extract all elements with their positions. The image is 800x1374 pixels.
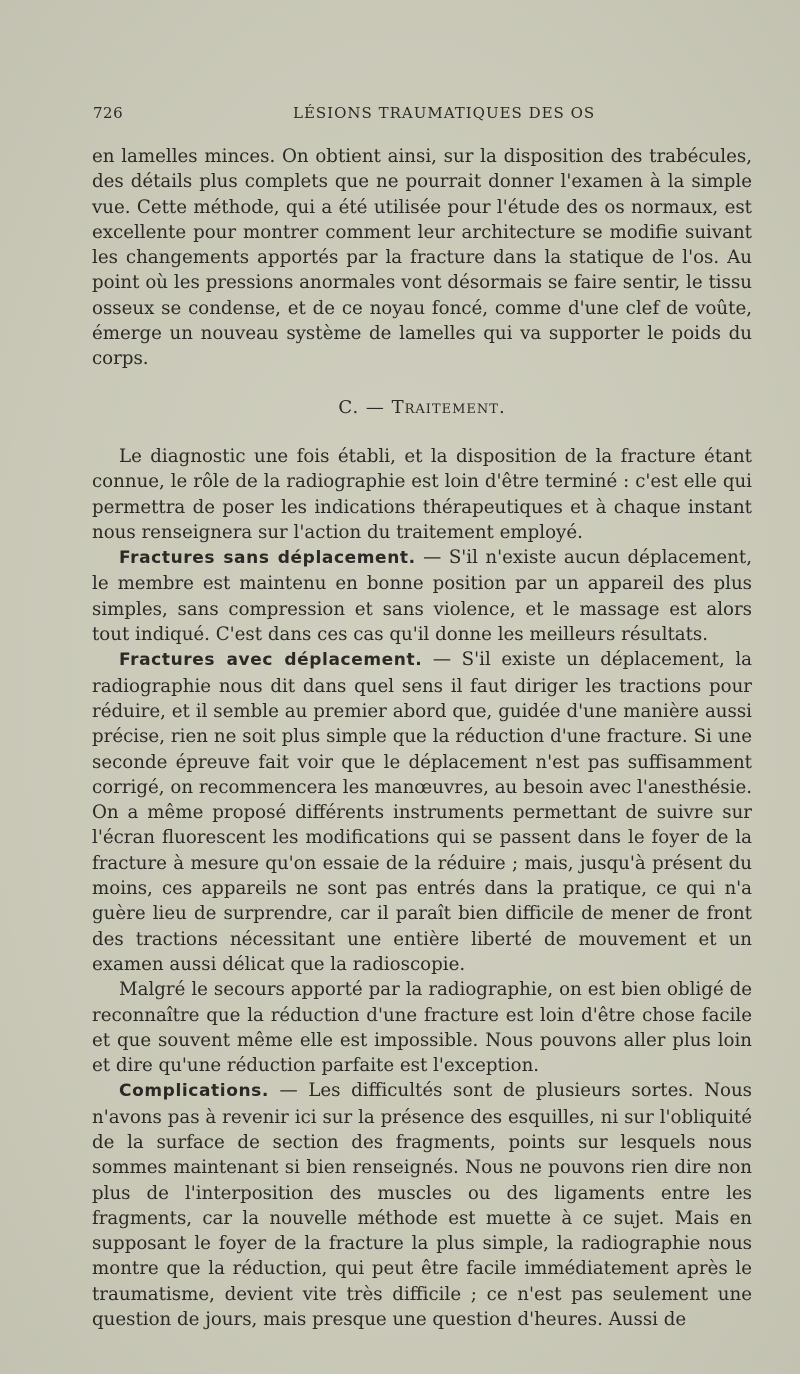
run-in-heading: Fractures avec déplacement.	[119, 650, 423, 671]
paragraph-fractures-sans-deplacement	[92, 545, 752, 647]
paragraph-text: — S'il n'existe aucun déplacement, le membre est maintenu en bonne position par un appareil des plus simples, sans compression et sans violence, et le massage est alors tout indiqué. C'est dans ces cas qu'il donne les meilleurs résultats.	[92, 547, 752, 646]
paragraph-continuation: en lamelles minces. On obtient ainsi, sur la disposition des trabécules, des détails plus complets que ne pourrait donner l'examen à la simple vue. Cette méthode, qui a été utilisée pour l'étude des os normaux, est excellente pour montrer comment leur architecture se modifie suivant les changements apportés par la fracture dans la statique de l'os. Au point où les pressions anormales vont désormais se faire sentir, le tissu osseux se condense, et de ce noyau foncé, comme d'une clef de voûte, émerge un nouveau système de lamelles qui va supporter le poids du corps.	[92, 146, 752, 370]
page-header	[93, 104, 753, 126]
paragraph-text: — Les difficultés sont de plusieurs sortes. Nous n'avons pas à revenir ici sur la présence des esquilles, ni sur l'obliquité de la surface de section des fragments, points sur lesquels nous sommes maintenant si bien renseignés. Nous ne pouvons rien dire non plus de l'interposition des muscles ou des ligaments entre les fragments, car la nouvelle méthode est muette à ce sujet. Mais en supposant le foyer de la fracture la plus simple, la radiographie nous montre que la réduction, qui peut être facile immédiatement après le traumatisme, devient vite très difficile ; ce n'est pas seulement une question de jours, mais presque une question d'heures. Aussi de	[92, 1080, 752, 1331]
run-in-heading: Fractures sans déplacement.	[119, 548, 416, 569]
paragraph-text: — S'il existe un déplacement, la radiographie nous dit dans quel sens il faut diriger les tractions pour réduire, et il semble au premier abord que, guidée d'une manière aussi précise, rien ne soit plus simple que la réduction d'une fracture. Si une seconde épreuve fait voir que le déplacement n'est pas suffisamment corrigé, on recommencera les manœuvres, au besoin avec l'anesthésie. On a même proposé différents instruments permettant de suivre sur l'écran fluorescent les modifications qui se passent dans le foyer de la fracture à mesure qu'on essaie de la réduire ; mais, jusqu'à présent du moins, ces appareils ne sont pas entrés dans la pratique, ce qui n'a guère lieu de surprendre, car il paraît bien difficile de mener de front des tractions nécessitant une entière liberté de mouvement et un examen aussi délicat que la radioscopie.	[92, 649, 752, 975]
paragraph-fractures-avec-deplacement	[92, 647, 752, 977]
page-number: 726	[93, 104, 124, 122]
section-heading: C. — Traitement.	[338, 396, 506, 418]
body-text	[92, 144, 752, 1332]
paragraph-diagnostic: Le diagnostic une fois établi, et la disposition de la fracture étant connue, le rôle de la radiographie est loin d'être terminé : c'est elle qui permettra de poser les indications thérapeutiques et à chaque instant nous renseignera sur l'action du traitement employé.	[92, 445, 752, 543]
running-title: LÉSIONS TRAUMATIQUES DES OS	[293, 104, 596, 122]
run-in-heading: Complications.	[119, 1081, 269, 1102]
paragraph-reduction: Malgré le secours apporté par la radiographie, on est bien obligé de reconnaître que la réduction d'une fracture est loin d'être chose facile et que souvent même elle est impossible. Nous pouvons aller plus loin et dire qu'une réduction parfaite est l'exception.	[92, 979, 752, 1077]
paragraph-complications	[92, 1078, 752, 1332]
